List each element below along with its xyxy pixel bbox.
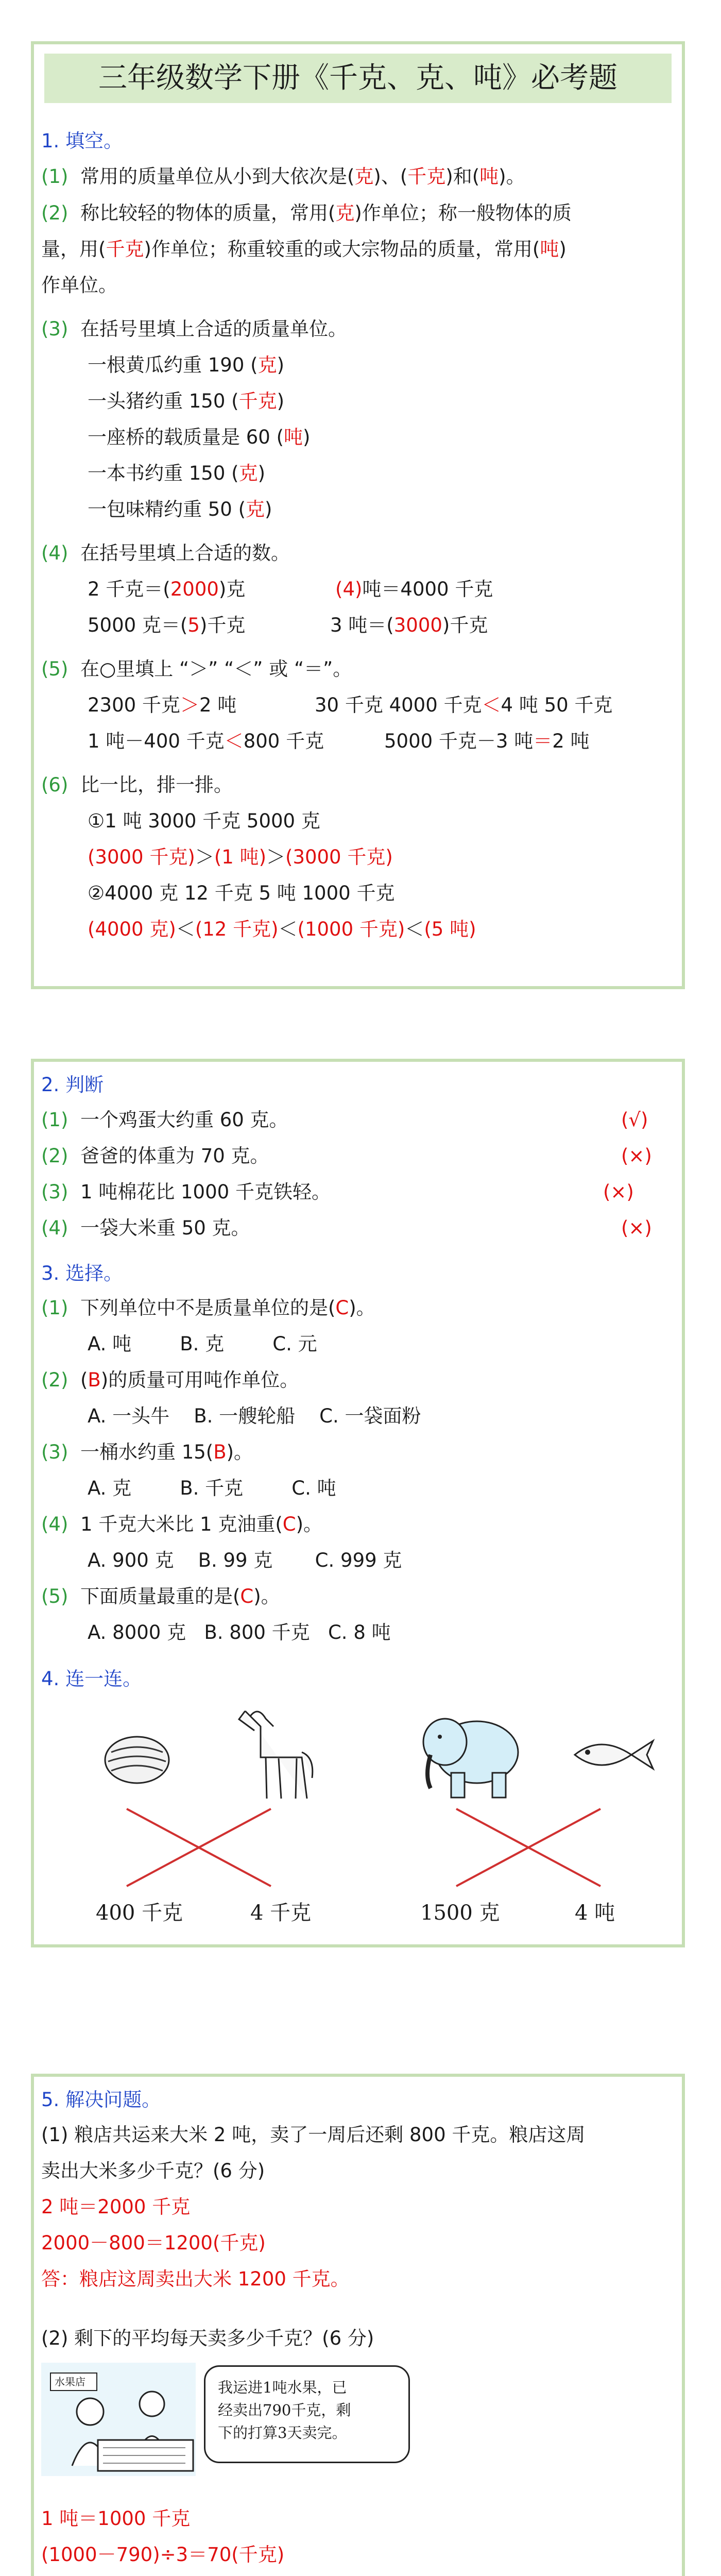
question: (2) 称比较轻的物体的质量，常用(克)作单位；称一般物体的质 (41, 202, 572, 224)
choice-options: A. 一头牛 B. 一艘轮船 C. 一袋面粉 (88, 1405, 421, 1427)
section-heading: 2. 判断 (41, 1074, 104, 1096)
answer-line: 2 千克＝(2000)克 (88, 578, 246, 600)
answer-line: 一包味精约重 50 (克) (88, 498, 272, 520)
answer-line: 3 吨＝(3000)千克 (330, 614, 488, 636)
answer-line: 1 吨－400 千克＜800 千克 (88, 730, 324, 752)
question-cont: 量，用(千克)作单位；称重较重的或大宗物品的质量，常用(吨) (41, 238, 566, 260)
choice-question: (2) (B)的质量可用吨作单位。 (41, 1369, 299, 1391)
question: (6) 比一比，排一排。 (41, 774, 233, 796)
answer-line: (4)吨＝4000 千克 (335, 578, 493, 600)
answer-line: 30 千克 4000 千克＜4 吨 50 千克 (315, 694, 613, 716)
question: (3) 在括号里填上合适的质量单位。 (41, 318, 347, 340)
question-cont: 作单位。 (41, 274, 117, 296)
answer-line: 2300 千克＞2 吨 (88, 694, 237, 716)
solution-line: 1 吨＝1000 千克 (41, 2507, 191, 2530)
judge-item: (1) 一个鸡蛋大约重 60 克。 (41, 1109, 288, 1131)
solution-line: 2000－800＝1200(千克) (41, 2232, 266, 2254)
choice-options: A. 8000 克 B. 800 千克 C. 8 吨 (88, 1621, 391, 1643)
speech-bubble: 我运进1吨水果，已 经卖出790千克，剩 下的打算3天卖完。 (204, 2365, 410, 2463)
match-label: 1500 克 (420, 1901, 500, 1925)
shop-sign: 水果店 (55, 2376, 85, 2388)
question: (5) 在○里填上 “＞” “＜” 或 “＝”。 (41, 658, 352, 680)
answer-line: (4000 克)＜(12 千克)＜(1000 千克)＜(5 吨) (88, 918, 476, 940)
judge-item: (2) 爸爸的体重为 70 克。 (41, 1145, 269, 1167)
matching-lines (34, 1062, 682, 1944)
problem-text: 卖出大米多少千克？(6 分) (41, 2160, 265, 2182)
section-heading: 5. 解决问题。 (41, 2089, 161, 2111)
solution-line: (1000－790)÷3＝70(千克) (41, 2544, 285, 2566)
judge-choose-panel (31, 1059, 685, 1947)
solution-line: 2 吨＝2000 千克 (41, 2196, 191, 2218)
choice-options: A. 克 B. 千克 C. 吨 (88, 1477, 336, 1499)
judge-answer: (√) (621, 1109, 648, 1131)
judge-answer: (×) (621, 1145, 652, 1167)
answer-line: ②4000 克 12 千克 5 吨 1000 千克 (88, 882, 395, 904)
problem-text: (2) 剩下的平均每天卖多少千克？(6 分) (41, 2327, 374, 2349)
section-heading: 1. 填空。 (41, 130, 123, 152)
answer-line: 5000 千克－3 吨＝2 吨 (384, 730, 590, 752)
choice-question: (3) 一桶水约重 15(B)。 (41, 1441, 253, 1463)
solution-answer: 答：粮店这周卖出大米 1200 千克。 (41, 2268, 350, 2290)
judge-item: (4) 一袋大米重 50 克。 (41, 1217, 250, 1239)
answer-line: (3000 千克)＞(1 吨)＞(3000 千克) (88, 846, 393, 868)
problem-solving-panel (31, 2074, 685, 2576)
choice-question: (5) 下面质量最重的是(C)。 (41, 1585, 280, 1607)
answer-line: 一座桥的载质量是 60 (吨) (88, 426, 311, 448)
judge-answer: (×) (621, 1217, 652, 1239)
judge-answer: (×) (603, 1181, 634, 1203)
match-label: 4 吨 (575, 1901, 615, 1925)
answer-line: ①1 吨 3000 千克 5000 克 (88, 810, 320, 832)
choice-question: (1) 下列单位中不是质量单位的是(C)。 (41, 1297, 375, 1319)
title-bar (44, 54, 672, 103)
section-heading: 3. 选择。 (41, 1262, 123, 1284)
problem-text: (1) 粮店共运来大米 2 吨，卖了一周后还剩 800 千克。粮店这周 (41, 2124, 586, 2146)
page-title: 三年级数学下册《千克、克、吨》必考题 (98, 61, 617, 95)
answer-line: 5000 克＝(5)千克 (88, 614, 246, 636)
choice-options: A. 吨 B. 克 C. 元 (88, 1333, 317, 1355)
choice-options: A. 900 克 B. 99 克 C. 999 克 (88, 1549, 402, 1571)
answer-line: 一本书约重 150 (克) (88, 462, 266, 484)
answer-line: 一根黄瓜约重 190 (克) (88, 354, 285, 376)
section-heading: 4. 连一连。 (41, 1668, 142, 1690)
answer-line: 一头猪约重 150 (千克) (88, 390, 285, 412)
choice-question: (4) 1 千克大米比 1 克油重(C)。 (41, 1513, 323, 1535)
question: (4) 在括号里填上合适的数。 (41, 542, 290, 564)
match-label: 400 千克 (96, 1901, 183, 1925)
fill-in-panel (31, 41, 685, 989)
question: (1) 常用的质量单位从小到大依次是(克)、(千克)和(吨)。 (41, 165, 525, 188)
judge-item: (3) 1 吨棉花比 1000 千克铁轻。 (41, 1181, 331, 1203)
match-label: 4 千克 (250, 1901, 312, 1925)
